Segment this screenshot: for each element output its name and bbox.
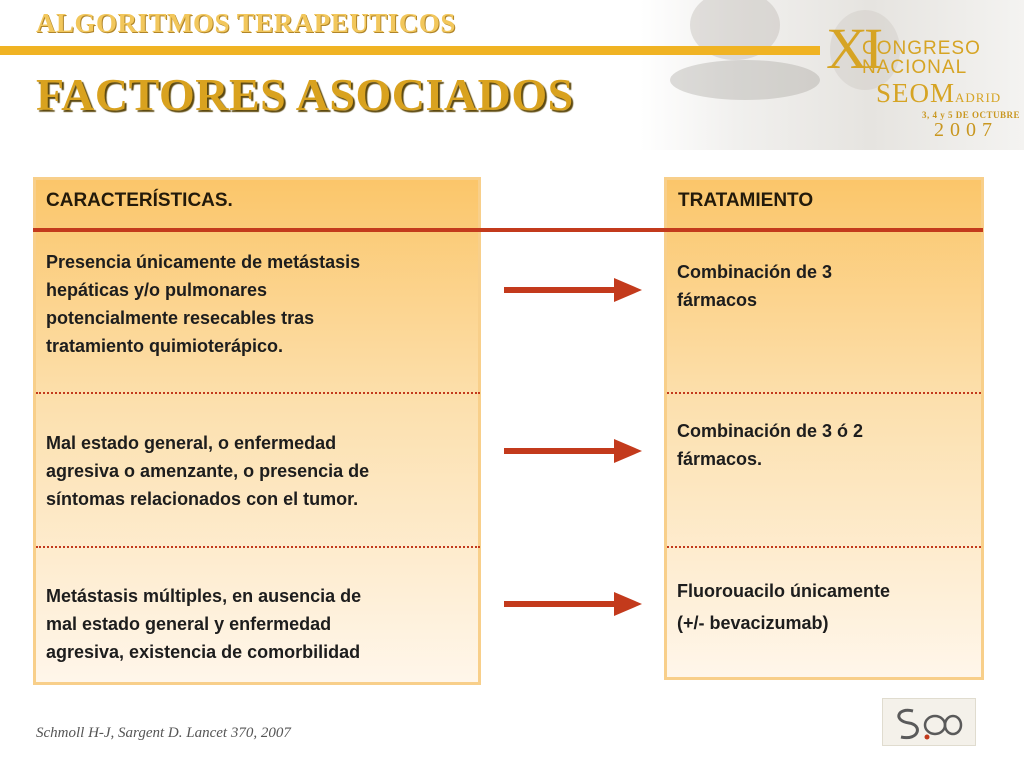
tratamiento-header: TRATAMIENTO: [678, 190, 814, 211]
logo-seom: [876, 78, 1001, 109]
logo-year: 2007: [934, 119, 998, 141]
text-line: Metástasis múltiples, en ausencia de: [46, 586, 362, 606]
row-divider: [667, 392, 981, 394]
row-divider: [36, 546, 480, 548]
tratamiento-row-2: [677, 417, 863, 473]
row-divider: [36, 392, 480, 394]
seom-logo-icon: [882, 698, 976, 746]
header-separator: [33, 228, 983, 232]
text-line: potencialmente resecables tras: [46, 308, 315, 328]
section-subtitle: ALGORITMOS TERAPEUTICOS: [36, 8, 456, 38]
logo-seom-text: SEOM: [876, 78, 956, 108]
text-line: agresiva o amenzante, o presencia de: [46, 461, 370, 481]
citation: Schmoll H-J, Sargent D. Lancet 370, 2007: [36, 725, 291, 741]
text-line: mal estado general y enfermedad: [46, 614, 332, 634]
text-line: Combinación de 3: [677, 262, 833, 282]
arrow-right-icon: [504, 276, 642, 304]
arrow-right-icon: [504, 590, 642, 618]
logo-dates: 3, 4 y 5 DE OCTUBRE: [922, 110, 1021, 120]
text-line: Mal estado general, o enfermedad: [46, 433, 337, 453]
caracteristica-row-1: [46, 248, 360, 360]
text-line: síntomas relacionados con el tumor.: [46, 489, 359, 509]
logo-city: ADRID: [955, 90, 1002, 105]
logo-line2: NACIONAL: [862, 57, 968, 78]
text-line: agresiva, existencia de comorbilidad: [46, 642, 361, 662]
tratamiento-row-1: [677, 258, 832, 314]
text-line: fármacos: [677, 290, 758, 310]
text-line: (+/- bevacizumab): [677, 613, 829, 633]
page-title: FACTORES ASOCIADOS: [36, 69, 574, 120]
logo-roman-numeral: XI: [826, 16, 880, 81]
text-line: fármacos.: [677, 449, 763, 469]
text-line: Combinación de 3 ó 2: [677, 421, 864, 441]
arrow-right-icon: [504, 437, 642, 465]
text-line: Fluorouacilo únicamente: [677, 581, 891, 601]
row-divider: [667, 546, 981, 548]
caracteristica-row-2: [46, 429, 369, 513]
text-line: hepáticas y/o pulmonares: [46, 280, 268, 300]
logo-line1: CONGRESO: [862, 38, 981, 59]
caracteristica-row-3: [46, 582, 361, 666]
caracteristicas-header: CARACTERÍSTICAS.: [46, 190, 233, 211]
text-line: tratamiento quimioterápico.: [46, 336, 284, 356]
header-divider: [0, 46, 820, 55]
text-line: Presencia únicamente de metástasis: [46, 252, 361, 272]
tratamiento-row-3: [677, 575, 890, 639]
